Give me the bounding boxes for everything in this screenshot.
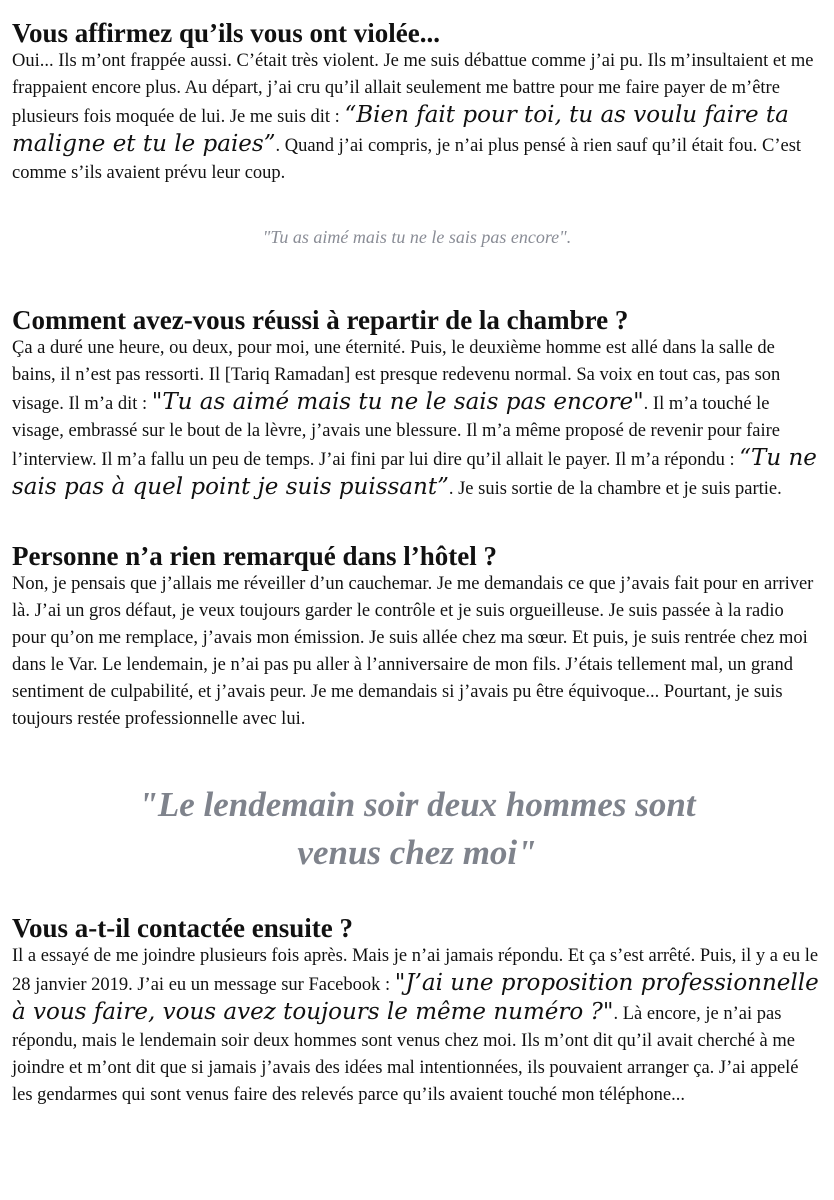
inline-quote: “Tu ne sais pas à quel point je suis puissant” bbox=[12, 445, 817, 500]
paragraph-text: Oui... Ils m’ont frappée aussi. C’était très violent. Je me suis débattue comme j’ai pu. Ils m’insultaient et me frappaient encore plus. Au départ, j’ai cru qu’il allait seulement me battre pour me faire payer de m’être plusieurs fois moquée de lui. Je me suis dit : bbox=[12, 51, 814, 127]
paragraph-text: Il a essayé de me joindre plusieurs fois après. Mais je n’ai jamais répondu. Et ça s’est arrêté. Puis, il y a eu le 28 janvier 2019. J’ai eu un message sur Facebook : bbox=[12, 946, 819, 995]
paragraph-text: . Il m’a touché le visage, embrassé sur le bout de la lèvre, j’avais une blessure. Il m’a même proposé de revenir pour faire l’interview. Il m’a fallu un peu de temps. J’ai fini par lui dire qu’il allait le payer. Il m’a répondu : bbox=[12, 394, 780, 470]
inline-quote: “Bien fait pour toi, tu as voulu faire ta maligne et tu le paies” bbox=[12, 102, 789, 157]
section-paragraph-3: Non, je pensais que j’allais me réveiller d’un cauchemar. Je me demandais ce que j’avais fait pour en arriver là. J’ai un gros défaut, je veux toujours garder le contrôle et je suis orgueilleuse. Je suis passée à la radio pour qu’on me remplace, j’avais mon émission. Je suis allée chez ma sœur. Et puis, je suis rentrée chez moi dans le Var. Le lendemain, je n’ai pas pu aller à l’anniversaire de mon fils. J’étais tellement mal, un grand sentiment de culpabilité, et j’avais peur. Je me demandais si j’avais pu être équivoque... Pourtant, je suis toujours restée professionnelle avec lui. bbox=[12, 574, 814, 729]
section-paragraph-1 bbox=[12, 48, 822, 187]
section-heading-3: Personne n’a rien remarqué dans l’hôtel ? bbox=[12, 541, 497, 571]
section-paragraph-2 bbox=[12, 335, 822, 503]
section-heading-4: Vous a-t-il contactée ensuite ? bbox=[12, 913, 353, 943]
article bbox=[12, 18, 822, 1109]
section-heading-1: Vous affirmez qu’ils vous ont violée... bbox=[12, 18, 441, 48]
pull-quote-small: "Tu as aimé mais tu ne le sais pas encore". bbox=[262, 227, 572, 247]
paragraph-text: . Là encore, je n’ai pas répondu, mais le lendemain soir deux hommes sont venus chez moi. Ils m’ont dit qu’il avait cherché à me joindre et m’ont dit que si jamais j’avais des idées mal intentionnées, ils pouvaient arranger ça. J’ai appelé les gendarmes qui sont venus faire des relevés parce qu’ils avaient touché mon téléphone... bbox=[12, 1004, 799, 1105]
pull-quote-line-2: venus chez moi" bbox=[297, 833, 537, 872]
pull-quote-line-1: "Le lendemain soir deux hommes sont bbox=[138, 785, 696, 824]
section-heading-2: Comment avez-vous réussi à repartir de la chambre ? bbox=[12, 305, 629, 335]
pull-quote-large bbox=[12, 781, 822, 877]
inline-quote: "J’ai une proposition professionnelle à vous faire, vous avez toujours le même numéro ?" bbox=[12, 970, 819, 1025]
inline-quote: "Tu as aimé mais tu ne le sais pas encore" bbox=[151, 389, 644, 415]
paragraph-text: . Quand j’ai compris, je n’ai plus pensé à rien sauf qu’il était fou. C’est comme s’ils avaient prévu leur coup. bbox=[12, 136, 802, 183]
paragraph-text: Ça a duré une heure, ou deux, pour moi, une éternité. Puis, le deuxième homme est allé dans la salle de bains, il n’est pas ressorti. Il [Tariq Ramadan] est presque redevenu normal. Sa voix en tout cas, pas son visage. Il m’a dit : bbox=[12, 338, 781, 414]
section-paragraph-4 bbox=[12, 943, 822, 1109]
paragraph-text: . Je suis sortie de la chambre et je suis partie. bbox=[448, 479, 782, 499]
